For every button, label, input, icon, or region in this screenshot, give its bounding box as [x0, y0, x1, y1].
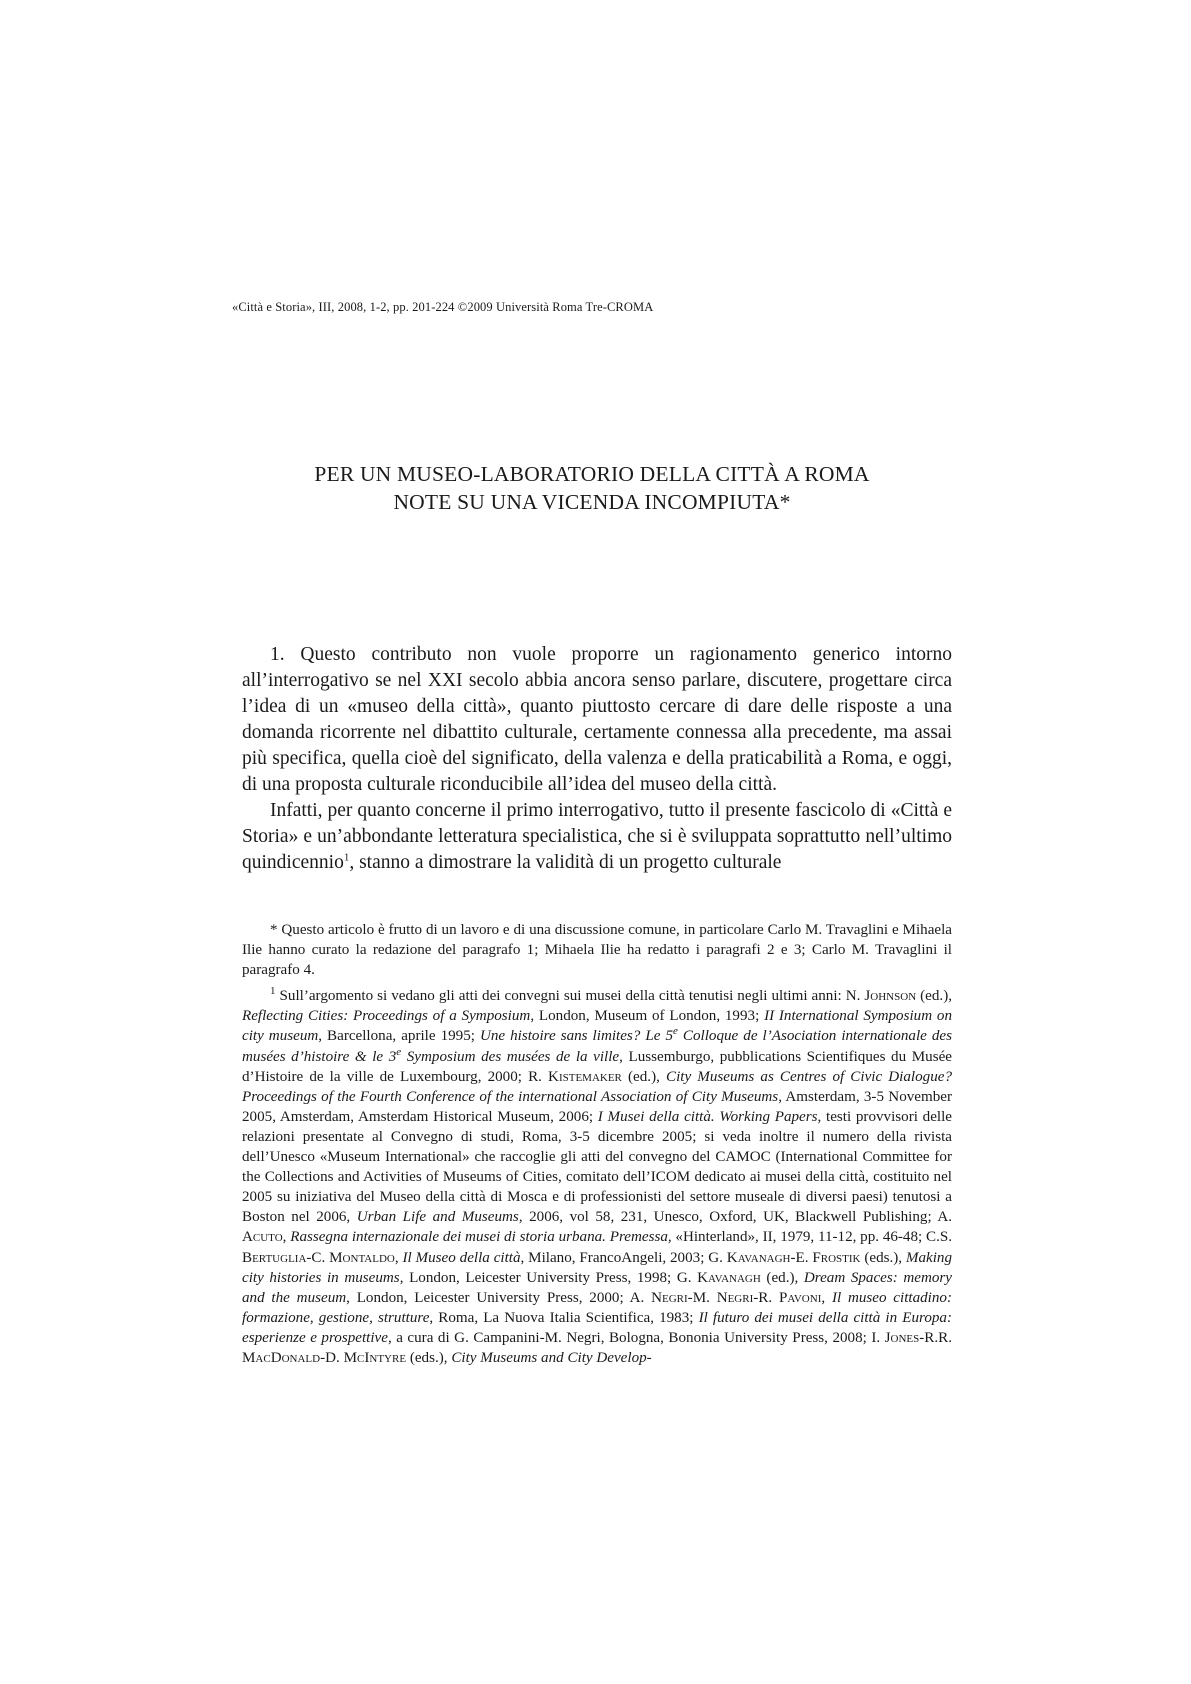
author-name: Pavoni	[778, 1289, 822, 1306]
footnote-text: «Hinterland», II, 1979, 11-12, pp. 46-48; C.S.	[671, 1229, 953, 1246]
footnote-text: (eds.),	[860, 1249, 906, 1266]
footnote-text: , London, Museum of London, 1993;	[530, 1008, 765, 1025]
author-name: Bertuglia	[242, 1249, 307, 1266]
work-title: I Musei della città. Working Papers	[597, 1108, 818, 1125]
footnote-text: , 2006, vol 58, 231, Unesco, Oxford, UK, Blackwell Publishing; A.	[518, 1209, 953, 1226]
footnote-text: -D.	[320, 1349, 344, 1366]
work-title-part: Une histoire sans limites? Le 5	[479, 1028, 674, 1045]
author-name: Kistemaker	[548, 1068, 622, 1085]
author-name: Negri	[651, 1289, 688, 1306]
author-name: Frostik	[812, 1249, 861, 1266]
author-name: Montaldo	[329, 1249, 395, 1266]
paragraph-2-text: Infatti, per quanto concerne il primo interrogativo, tutto il presente fascicolo di «Città e Storia» e un’abbondante letteratura specialistica, che si è sviluppata soprattutto nell’ultimo quindicennio	[242, 800, 952, 873]
work-title: City Museums and City Develop-	[451, 1349, 652, 1366]
superscript: e	[673, 1025, 678, 1038]
footnote-text: -R.	[753, 1289, 779, 1306]
author-name: Kavanagh	[697, 1269, 761, 1286]
work-title: Reflecting Cities: Proceedings of a Symposium	[242, 1008, 531, 1025]
author-name: MacDonald	[242, 1349, 321, 1366]
superscript: e	[396, 1045, 402, 1058]
footnote-text: (ed.),	[760, 1269, 804, 1286]
author-name: Johnson	[864, 988, 917, 1005]
footnote-text: , London, Leicester University Press, 1998; G.	[399, 1269, 698, 1286]
footnote-text: -C.	[306, 1249, 330, 1266]
title-line-1: PER UN MUSEO-LABORATORIO DELLA CITTÀ A ROMA	[314, 462, 870, 486]
work-title: Urban Life and Museums	[356, 1209, 519, 1226]
work-title: Rassegna internazionale dei musei di storia urbana. Premessa,	[290, 1229, 672, 1246]
footnote-text: (eds.),	[406, 1349, 452, 1366]
work-title-part: Colloque de l’Asociation internationale des musées d’histoire & le 3	[242, 1028, 952, 1065]
footnote-text: Sull’argomento si vedano gli atti dei convegni sui musei della città tenutisi negli ultimi anni: N.	[275, 988, 865, 1005]
author-name: Jones	[884, 1329, 920, 1346]
footnote-text: , Amsterdam, 3-5 November 2005, Amsterdam, Amsterdam Historical Museum, 2006;	[242, 1088, 952, 1125]
footnote-text: , Roma, La Nuova Italia Scientifica, 1983;	[429, 1309, 699, 1326]
footnote-text: , testi provvisori delle relazioni presentate al Convegno di studi, Roma, 3-5 dicembre 2005; si veda inoltre il numero della rivista dell’Unesco «Museum International» che raccoglie gli atti del convegno del CAMOC (International Committee for the Collections and Activities of Museums of Cities, comitato dell’ICOM dedicato ai musei della città, costituito nel 2005 su iniziativa del Museo della città di Mosca e di professionisti del settore museale di diversi paesi) tenutosi a Boston nel 2006,	[242, 1108, 952, 1226]
footnote-text: ,	[821, 1289, 832, 1306]
footnote-text: -E.	[790, 1249, 813, 1266]
footnote-text: (ed.),	[621, 1068, 666, 1085]
body-text	[242, 642, 952, 876]
footnote-text: , a cura di G. Campanini-M. Negri, Bologna, Bononia University Press, 2008; I.	[387, 1329, 885, 1346]
work-title: II International Symposium on city museum	[242, 1008, 952, 1045]
article-title	[232, 460, 952, 516]
running-head: «Città e Storia», III, 2008, 1-2, pp. 201-224 ©2009 Università Roma Tre-CROMA	[232, 300, 654, 314]
work-title: City Museums as Centres of Civic Dialogue? Proceedings of the Fourth Conference of the international Association of City Museums	[242, 1068, 952, 1105]
footnote-text: ,	[282, 1229, 291, 1246]
work-title: Il futuro dei musei della città in Europa: esperienze e prospettive	[242, 1309, 952, 1346]
footnote-text: ,	[394, 1249, 403, 1266]
author-name: McIntyre	[343, 1349, 407, 1366]
footnote-text: (ed.),	[916, 988, 952, 1005]
title-line-2: NOTE SU UNA VICENDA INCOMPIUTA*	[393, 490, 791, 514]
footnotes	[242, 920, 952, 1374]
work-title: Dream Spaces: memory and the museum	[242, 1269, 953, 1306]
footnote-text: , Lussemburgo, pubblications Scientifiques du Musée d’Histoire de la ville de Luxembourg, 2000; R.	[242, 1048, 952, 1085]
body-paragraph-1: 1. Questo contributo non vuole proporre un ragionamento generico intorno all’interrogativo se nel XXI secolo abbia ancora senso parlare, discutere, progettare circa l’idea di un «museo della città», quanto piuttosto cercare di dare delle risposte a una domanda ricorrente nel dibattito culturale, certamente connessa alla precedente, ma assai più specifica, quella cioè del significato, della valenza e della praticabilità a Roma, e oggi, di una proposta culturale riconducibile all’idea del museo della città.	[242, 644, 952, 795]
work-title: Il Museo della città	[402, 1249, 521, 1266]
work-title-part: Symposium des musées de la ville	[401, 1048, 620, 1065]
footnote-text: -R.R.	[919, 1329, 952, 1346]
footnote-1	[242, 986, 952, 1368]
author-name: Negri	[716, 1289, 754, 1306]
work-title: Making city histories in museums	[242, 1249, 953, 1286]
footnote-text: , Barcellona, aprile 1995;	[318, 1028, 480, 1045]
footnote-ref-1[interactable]: 1	[343, 851, 350, 864]
footnote-star: * Questo articolo è frutto di un lavoro e di una discussione comune, in particolare Carlo M. Travaglini e Mihaela Ilie hanno curato la redazione del paragrafo 1; Mihaela Ilie ha redatto i paragrafi 2 e 3; Carlo M. Travaglini il paragrafo 4.	[242, 922, 952, 979]
author-name: Acuto	[242, 1229, 283, 1246]
paragraph-2-tail: , stanno a dimostrare la validità di un progetto culturale	[349, 852, 782, 873]
footnote-text: , Milano, FrancoAngeli, 2003; G.	[520, 1249, 727, 1266]
footnote-text: -M.	[687, 1289, 717, 1306]
work-title: Il museo cittadino: formazione, gestione, strutture	[242, 1289, 952, 1326]
body-paragraph-2	[242, 798, 952, 876]
author-name: Kavanagh	[726, 1249, 791, 1266]
footnote-text: , London, Leicester University Press, 2000; A.	[346, 1289, 652, 1306]
footnote-1-number: 1	[270, 985, 276, 998]
